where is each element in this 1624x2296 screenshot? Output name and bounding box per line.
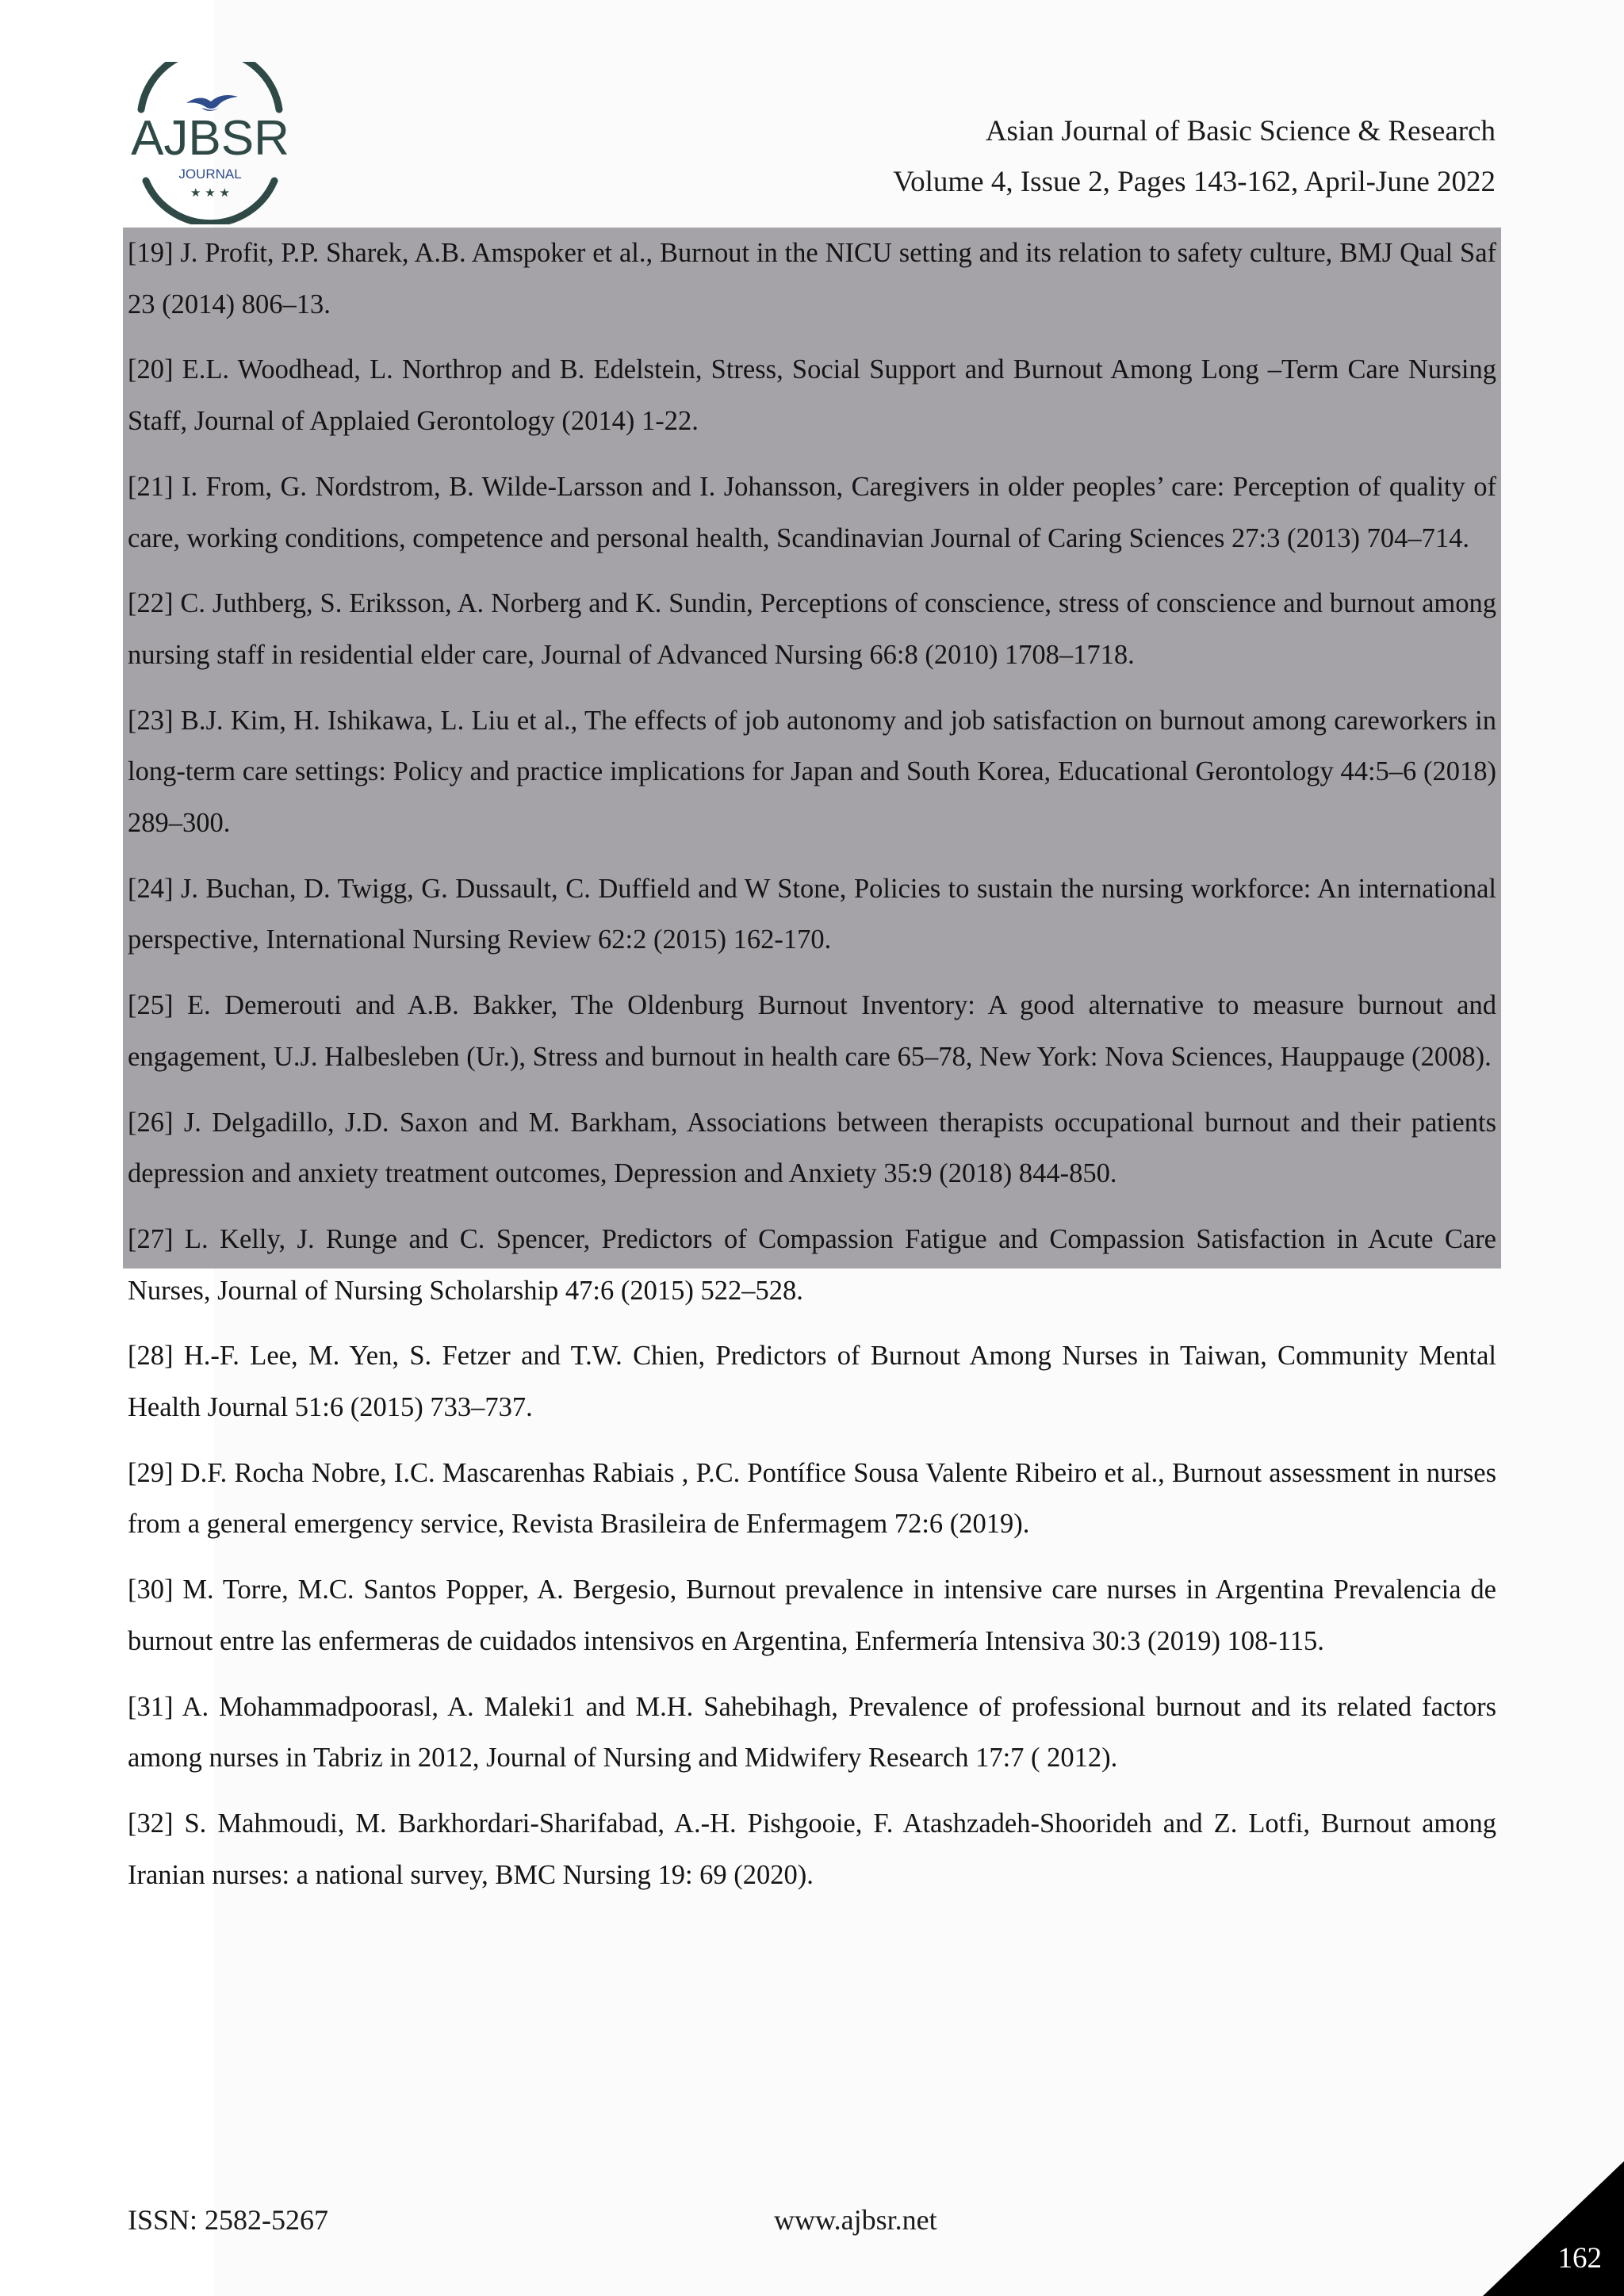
footer-website-link[interactable]: www.ajbsr.net [774,2204,937,2236]
reference-item: [20] E.L. Woodhead, L. Northrop and B. Edelstein, Stress, Social Support and Burnout Among Long –Term Care Nursing Staff, Journal of Applaied Gerontology (2014) 1-22. [128,354,1496,437]
logo-stars: ★ ★ ★ [190,186,230,200]
journal-logo [119,62,301,224]
reference-item: [31] A. Mohammadpoorasl, A. Maleki1 and M.H. Sahebihagh, Prevalence of professional burnout and its related factors among nurses in Tabriz in 2012, Journal of Nursing and Midwifery Research 17:7 ( 2012). [128,1691,1496,1774]
reference-item: [21] I. From, G. Nordstrom, B. Wilde-Larsson and I. Johansson, Caregivers in older peoples’ care: Perception of quality of care, working conditions, competence and personal health, Scandinavian Journal of Caring Sciences 27:3 (2013) 704–714. [128,471,1496,553]
journal-header [893,106,1496,208]
reference-item: [28] H.-F. Lee, M. Yen, S. Fetzer and T.W. Chien, Predictors of Burnout Among Nurses in Taiwan, Community Mental Health Journal 51:6 (2015) 733–737. [128,1341,1496,1423]
page-corner-triangle [1483,2161,1624,2296]
bird-icon [186,95,238,111]
reference-item: [19] J. Profit, P.P. Sharek, A.B. Amspoker et al., Burnout in the NICU setting and its relation to safety culture, BMJ Qual Saf 23 (2014) 806–13. [128,238,1496,320]
reference-item: [23] B.J. Kim, H. Ishikawa, L. Liu et al., The effects of job autonomy and job satisfaction on burnout among careworkers in long-term care settings: Policy and practice implications for Japan and South Korea, Educational Gerontology 44:5–6 (2018) 289–300. [128,705,1496,839]
reference-item: [26] J. Delgadillo, J.D. Saxon and M. Barkham, Associations between therapists occupational burnout and their patients depression and anxiety treatment outcomes, Depression and Anxiety 35:9 (2018) 844-850. [128,1107,1496,1189]
reference-item: [27] L. Kelly, J. Runge and C. Spencer, Predictors of Compassion Fatigue and Compassion Satisfaction in Acute Care Nurses, Journal of Nursing Scholarship 47:6 (2015) 522–528. [128,1223,1496,1306]
logo-sub: JOURNAL [178,166,242,182]
journal-title: Asian Journal of Basic Science & Research [985,115,1496,147]
reference-item: [24] J. Buchan, D. Twigg, G. Dussault, C. Duffield and W Stone, Policies to sustain the nursing workforce: An international perspective, International Nursing Review 62:2 (2015) 162-170. [128,873,1496,955]
reference-item: [32] S. Mahmoudi, M. Barkhordari-Sharifabad, A.-H. Pishgooie, F. Atashzadeh-Shoorideh and Z. Lotfi, Burnout among Iranian nurses: a national survey, BMC Nursing 19: 69 (2020). [128,1808,1496,1890]
reference-item: [29] D.F. Rocha Nobre, I.C. Mascarenhas Rabiais , P.C. Pontífice Sousa Valente Ribeiro et al., Burnout assessment in nurses from a general emergency service, Revista Brasileira de Enfermagem 72:6 (2019). [128,1457,1496,1540]
references-list [123,228,1501,1890]
reference-item: [25] E. Demerouti and A.B. Bakker, The Oldenburg Burnout Inventory: A good alternative to measure burnout and engagement, U.J. Halbesleben (Ur.), Stress and burnout in health care 65–78, New York: Nova Sciences, Hauppauge (2008). [128,990,1496,1072]
reference-item: [30] M. Torre, M.C. Santos Popper, A. Bergesio, Burnout prevalence in intensive care nurses in Argentina Prevalencia de burnout entre las enfermeras de cuidados intensivos en Argentina, Enfermería Intensiva 30:3 (2019) 108-115. [128,1575,1496,1656]
volume-line: Volume 4, Issue 2, Pages 143-162, April-June 2022 [893,166,1496,198]
page-number: 162 [1557,2242,1602,2275]
logo-name: AJBSR [131,111,289,166]
reference-item: [22] C. Juthberg, S. Eriksson, A. Norberg and K. Sundin, Perceptions of conscience, stress of conscience and burnout among nursing staff in residential elder care, Journal of Advanced Nursing 66:8 (2010) 1708–1718. [128,588,1496,670]
footer-issn: ISSN: 2582-5267 [128,2204,329,2236]
